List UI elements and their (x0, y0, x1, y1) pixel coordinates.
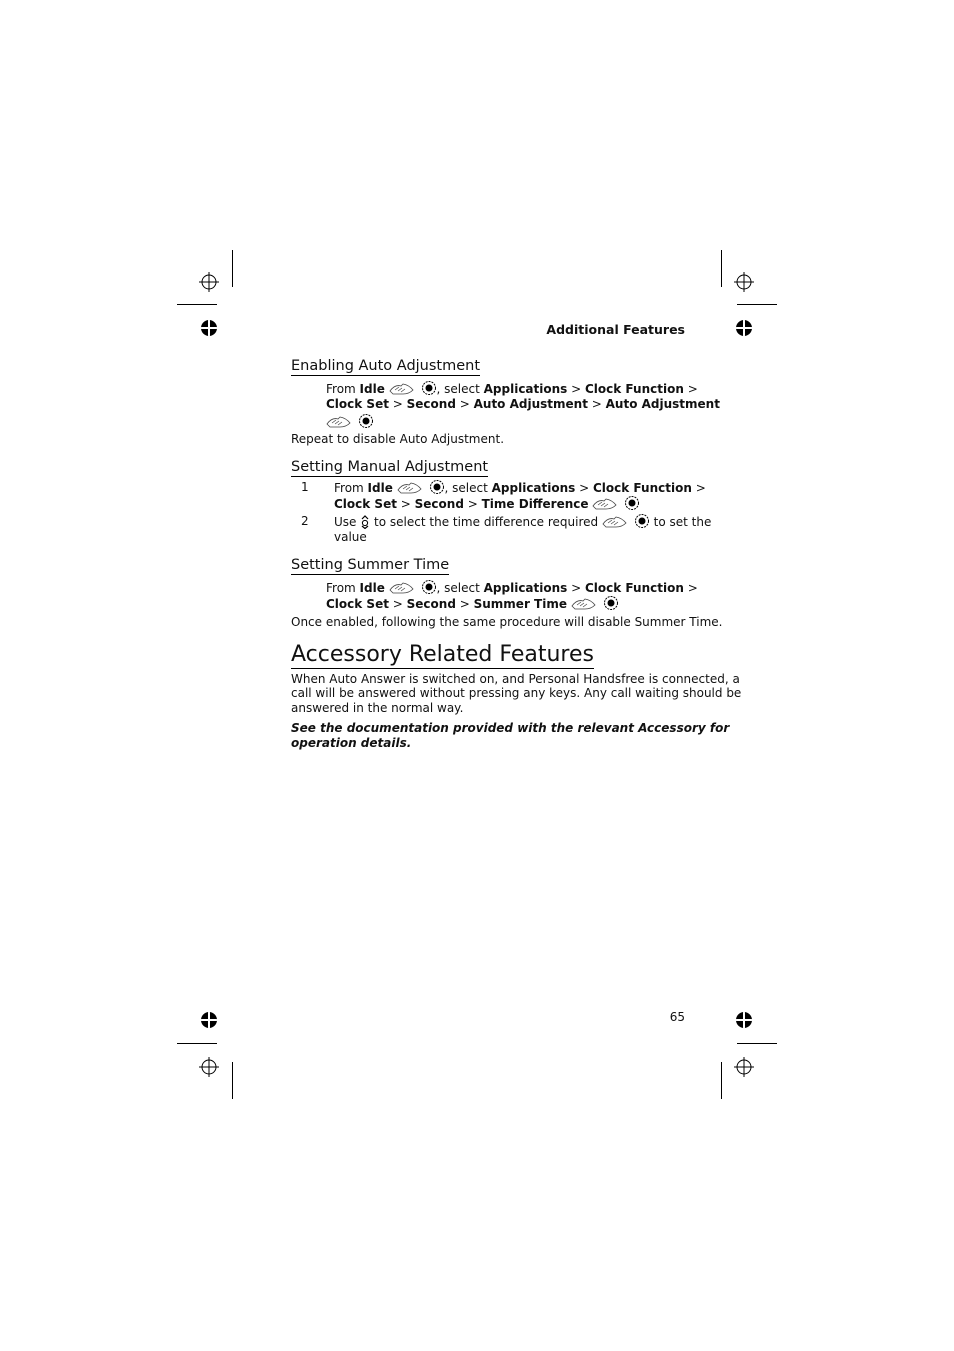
summer-time-step-line-2: Clock Set > Second > Summer Time (326, 595, 619, 612)
registration-dot-icon (736, 320, 752, 336)
manual-step-2-line-1: Use to select the time difference required to set the (334, 515, 712, 529)
crop-mark (177, 1043, 217, 1044)
crop-mark (232, 1062, 233, 1099)
crop-mark (721, 250, 722, 287)
registration-dot-icon (201, 320, 217, 336)
ok-key-icon (421, 380, 437, 396)
up-down-key-icon (360, 515, 370, 529)
navigation-key-icon (389, 581, 415, 595)
section-heading-auto-adjustment: Enabling Auto Adjustment (291, 358, 481, 374)
accessory-paragraph-line-1: When Auto Answer is switched on, and Personal Handsfree is connected, a (291, 672, 740, 686)
crop-mark (721, 1062, 722, 1099)
ok-key-icon (358, 413, 374, 429)
ok-key-icon (603, 595, 619, 611)
ok-key-icon (624, 495, 640, 511)
accessory-note-line-2: operation details. (291, 736, 412, 750)
registration-dot-icon (736, 1012, 752, 1028)
registration-mark-icon (734, 1057, 754, 1077)
accessory-note-line-1: See the documentation provided with the relevant Accessory for (291, 721, 730, 735)
section-heading-summer-time: Setting Summer Time (291, 557, 450, 573)
registration-mark-icon (199, 272, 219, 292)
page-number: 65 (669, 1010, 685, 1024)
accessory-paragraph-line-2: call will be answered without pressing any keys. Any call waiting should be (291, 686, 742, 700)
registration-mark-icon (199, 1057, 219, 1077)
summer-time-note: Once enabled, following the same procedure will disable Summer Time. (291, 615, 723, 629)
manual-step-2-line-2: value (334, 530, 367, 544)
crop-mark (737, 1043, 777, 1044)
crop-mark (177, 304, 217, 305)
manual-step-1-line-1: From Idle , select Applications > Clock Function > (334, 481, 706, 495)
navigation-key-icon (602, 515, 628, 529)
navigation-key-icon (571, 597, 597, 611)
auto-adjustment-step-line-3 (326, 413, 374, 430)
auto-adjustment-step-line-2: Clock Set > Second > Auto Adjustment > Auto Adjustment (326, 397, 720, 411)
registration-dot-icon (201, 1012, 217, 1028)
crop-mark (232, 250, 233, 287)
ok-key-icon (421, 579, 437, 595)
section-heading-manual-adjustment: Setting Manual Adjustment (291, 459, 489, 475)
step-number: 1 (301, 480, 309, 494)
ok-key-icon (634, 513, 650, 529)
chapter-heading-accessory-features: Accessory Related Features (291, 642, 594, 667)
navigation-key-icon (397, 481, 423, 495)
step-number: 2 (301, 514, 309, 528)
accessory-paragraph-line-3: answered in the normal way. (291, 701, 464, 715)
crop-mark (737, 304, 777, 305)
registration-mark-icon (734, 272, 754, 292)
auto-adjustment-step-line-1: From Idle , select Applications > Clock Function > (326, 382, 698, 396)
running-header: Additional Features (546, 322, 685, 337)
summer-time-step-line-1: From Idle , select Applications > Clock Function > (326, 581, 698, 595)
auto-adjustment-repeat-note: Repeat to disable Auto Adjustment. (291, 432, 505, 446)
navigation-key-icon (326, 415, 352, 429)
manual-step-1-line-2: Clock Set > Second > Time Difference (334, 495, 640, 512)
navigation-key-icon (389, 382, 415, 396)
ok-key-icon (429, 479, 445, 495)
navigation-key-icon (592, 497, 618, 511)
